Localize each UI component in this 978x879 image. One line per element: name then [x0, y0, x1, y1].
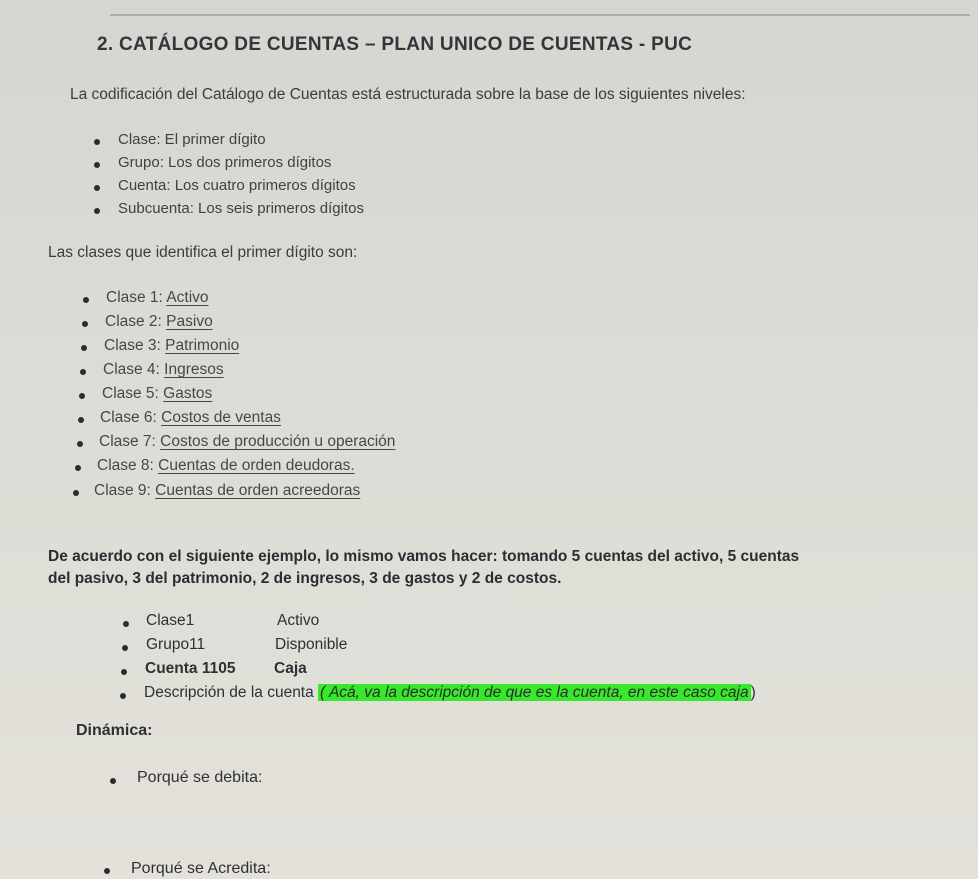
- intro-paragraph: La codificación del Catálogo de Cuentas está estructurada sobre la base de los siguientes niveles:: [70, 86, 746, 103]
- clase-value: Gastos: [163, 385, 213, 402]
- example-paragraph-line2: del pasivo, 3 del patrimonio, 2 de ingresos, 3 de gastos y 2 de costos.: [48, 570, 562, 587]
- bullet-icon: [73, 490, 79, 496]
- clase-item: [106, 289, 209, 307]
- clase-label: Clase 6:: [100, 409, 162, 426]
- clase-label: Clase 3:: [104, 337, 166, 354]
- bullet-icon: [78, 417, 84, 423]
- bullet-icon: [94, 185, 100, 191]
- bullet-icon: [77, 441, 83, 447]
- example-description-label: Descripción de la cuenta: [144, 684, 319, 701]
- clase-item: [103, 361, 224, 379]
- clase-label: Clase 8:: [97, 457, 159, 474]
- example-grupo-value: Disponible: [275, 636, 348, 653]
- bullet-icon: [94, 139, 100, 145]
- top-rule: [110, 14, 970, 16]
- example-clase-value: Activo: [277, 612, 320, 629]
- highlighted-description: ( Acá, va la descripción de que es la cuenta, en este caso caja: [320, 684, 749, 701]
- clase-label: Clase 2:: [105, 313, 167, 330]
- bullet-icon: [122, 645, 128, 651]
- clase-label: Clase 7:: [99, 433, 161, 450]
- clases-intro: Las clases que identifica el primer dígito son:: [48, 244, 358, 261]
- bullet-icon: [104, 868, 110, 874]
- bullet-icon: [80, 369, 86, 375]
- bullet-icon: [94, 208, 100, 214]
- bullet-icon: [75, 465, 81, 471]
- clase-value: Activo: [166, 289, 209, 306]
- clase-label: Clase 4:: [103, 361, 165, 378]
- clase-item: [97, 457, 355, 475]
- dinamica-heading: Dinámica:: [76, 722, 153, 739]
- clase-value: Patrimonio: [165, 337, 240, 354]
- bullet-icon: [81, 345, 87, 351]
- clase-item: [105, 313, 213, 331]
- bullet-icon: [83, 297, 89, 303]
- section-title: 2. CATÁLOGO DE CUENTAS – PLAN UNICO DE CUENTAS - PUC: [97, 34, 693, 55]
- clase-value: Ingresos: [164, 361, 224, 378]
- bullet-icon: [110, 778, 116, 784]
- bullet-icon: [123, 621, 129, 627]
- level-item-clase: Clase: El primer dígito: [118, 131, 266, 148]
- level-item-subcuenta: Subcuenta: Los seis primeros dígitos: [118, 200, 364, 217]
- example-description: [144, 684, 756, 702]
- clase-value: Costos de producción u operación: [160, 433, 396, 450]
- clase-item: [102, 385, 212, 403]
- bullet-icon: [94, 162, 100, 168]
- example-paragraph-line1: De acuerdo con el siguiente ejemplo, lo mismo vamos hacer: tomando 5 cuentas del activo, 5 cuentas: [48, 548, 800, 565]
- example-grupo-label: Grupo11: [146, 636, 206, 653]
- clase-item: [94, 482, 360, 500]
- debita-item: Porqué se debita:: [137, 769, 263, 786]
- bullet-icon: [120, 693, 126, 699]
- example-cuenta-value: Caja: [274, 660, 307, 677]
- clase-label: Clase 1:: [106, 289, 167, 306]
- bullet-icon: [82, 321, 88, 327]
- bullet-icon: [79, 393, 85, 399]
- clase-item: [104, 337, 239, 355]
- level-item-cuenta: Cuenta: Los cuatro primeros dígitos: [118, 177, 356, 194]
- level-item-grupo: Grupo: Los dos primeros dígitos: [118, 154, 332, 171]
- clase-value: Costos de ventas: [161, 409, 281, 426]
- clase-item: [99, 433, 395, 451]
- clase-item: [100, 409, 281, 427]
- example-clase-label: Clase1: [146, 612, 195, 629]
- bullet-icon: [121, 669, 127, 675]
- clase-label: Clase 5:: [102, 385, 164, 402]
- acredita-item: Porqué se Acredita:: [131, 860, 271, 877]
- example-description-close: ): [750, 684, 756, 701]
- example-cuenta-label: Cuenta 1105: [145, 660, 236, 677]
- clase-value: Pasivo: [166, 313, 213, 330]
- clase-value: Cuentas de orden deudoras.: [158, 457, 355, 474]
- clase-value: Cuentas de orden acreedoras: [155, 482, 361, 499]
- clase-label: Clase 9:: [94, 482, 156, 499]
